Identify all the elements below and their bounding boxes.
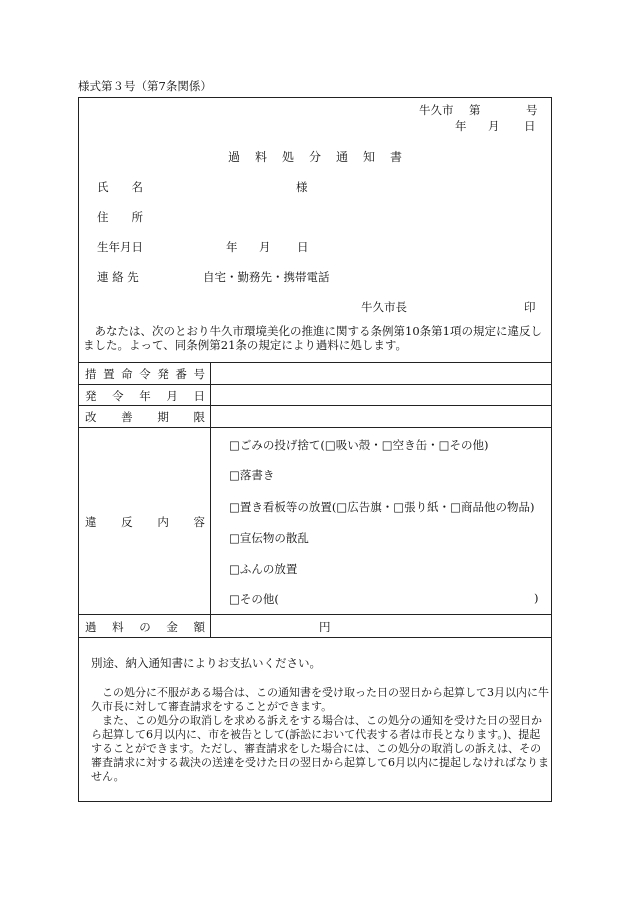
other-close-paren: ) — [534, 591, 539, 605]
label-char: の — [139, 620, 151, 634]
appeal-notice-lawsuit: また、この処分の取消しを求める訴えをする場合は、この処分の通知を受けた日の翌日から起算して6月以内に、市を被告として(訴訟において代表する者は市長となります。)、提起することができます。ただし、審査請求をした場合には、この処分の取消しの訴えは、その審査請求に対する裁決の送達を受けた日の翌日から起算して6月以内に提起しなければなりません。 — [91, 714, 549, 783]
notice-paragraph: あなたは、次のとおり牛久市環境美化の推進に関する条例第10条第1項の規定に違反しました。よって、同条例第21条の規定により過料に処します。 — [83, 324, 542, 352]
number-go: 号 — [526, 103, 538, 117]
number-dai: 第 — [469, 103, 481, 117]
violation-option-litter[interactable]: □ごみの投げ捨て(□吸い殻・□空き缶・□その他) — [229, 438, 489, 452]
birthdate-label: 生年月日 — [97, 240, 143, 254]
date-year: 年 — [455, 119, 467, 133]
label-char: 号 — [193, 367, 205, 381]
birth-month: 月 — [259, 240, 271, 254]
improvement-deadline-label — [85, 409, 205, 425]
table-rule — [79, 637, 551, 638]
violation-option-droppings[interactable]: □ふんの放置 — [229, 562, 298, 576]
contact-label: 連 絡 先 — [97, 270, 139, 284]
violation-option-signboard[interactable]: □置き看板等の放置(□広告旗・□張り紙・□商品他の物品) — [229, 500, 535, 514]
violation-option-graffiti[interactable]: □落書き — [229, 468, 275, 482]
label-char: 発 — [85, 389, 97, 403]
label-char: 日 — [193, 389, 205, 403]
label-char: 違 — [85, 515, 97, 529]
table-column-divider — [210, 362, 211, 637]
payment-instruction: 別途、納入通知書によりお支払いください。 — [91, 656, 321, 670]
date-month: 月 — [488, 119, 500, 133]
label-char: 令 — [139, 367, 151, 381]
label-char: 令 — [112, 389, 124, 403]
notice-form — [78, 97, 552, 802]
violation-content-label — [85, 514, 205, 530]
table-rule — [79, 362, 551, 363]
birth-day: 日 — [297, 240, 309, 254]
label-char: 期 — [157, 410, 169, 424]
table-rule — [79, 384, 551, 385]
amount-unit: 円 — [319, 620, 331, 634]
order-date-label — [85, 388, 205, 404]
honorific-sama: 様 — [296, 180, 308, 194]
table-rule — [79, 427, 551, 428]
violation-option-flyers[interactable]: □宣伝物の散乱 — [229, 531, 309, 545]
label-char: 金 — [166, 620, 178, 634]
label-char: 内 — [157, 515, 169, 529]
birth-year: 年 — [226, 240, 238, 254]
label-char: 番 — [175, 367, 187, 381]
label-char: 置 — [103, 367, 115, 381]
label-char: 命 — [121, 367, 133, 381]
appeal-notice-review: この処分に不服がある場合は、この通知書を受け取った日の翌日から起算して3月以内に牛久市長に対して審査請求をすることができます。 — [91, 686, 549, 713]
date-day: 日 — [524, 119, 536, 133]
label-char: 月 — [166, 389, 178, 403]
label-char: 額 — [193, 620, 205, 634]
label-char: 年 — [139, 389, 151, 403]
label-char: 限 — [193, 410, 205, 424]
form-number-label: 様式第３号（第7条関係） — [78, 79, 212, 93]
contact-value: 自宅・勤務先・携帯電話 — [203, 270, 330, 284]
violation-option-other[interactable]: □その他( — [229, 592, 279, 606]
address-label: 住 所 — [97, 210, 143, 224]
label-char: 措 — [85, 367, 97, 381]
city-prefix: 牛久市 — [419, 103, 454, 117]
document-title: 過料処分通知書 — [227, 150, 417, 164]
label-char: 改 — [85, 410, 97, 424]
label-char: 発 — [157, 367, 169, 381]
label-char: 容 — [193, 515, 205, 529]
measure-number-label — [85, 366, 205, 382]
mayor-title: 牛久市長 — [361, 300, 407, 314]
label-char: 料 — [112, 620, 124, 634]
seal-mark: 印 — [524, 300, 536, 314]
penalty-amount-label — [85, 619, 205, 635]
table-rule — [79, 405, 551, 406]
table-rule — [79, 614, 551, 615]
label-char: 反 — [121, 515, 133, 529]
label-char: 過 — [85, 620, 97, 634]
label-char: 善 — [121, 410, 133, 424]
name-label: 氏 名 — [97, 180, 143, 194]
